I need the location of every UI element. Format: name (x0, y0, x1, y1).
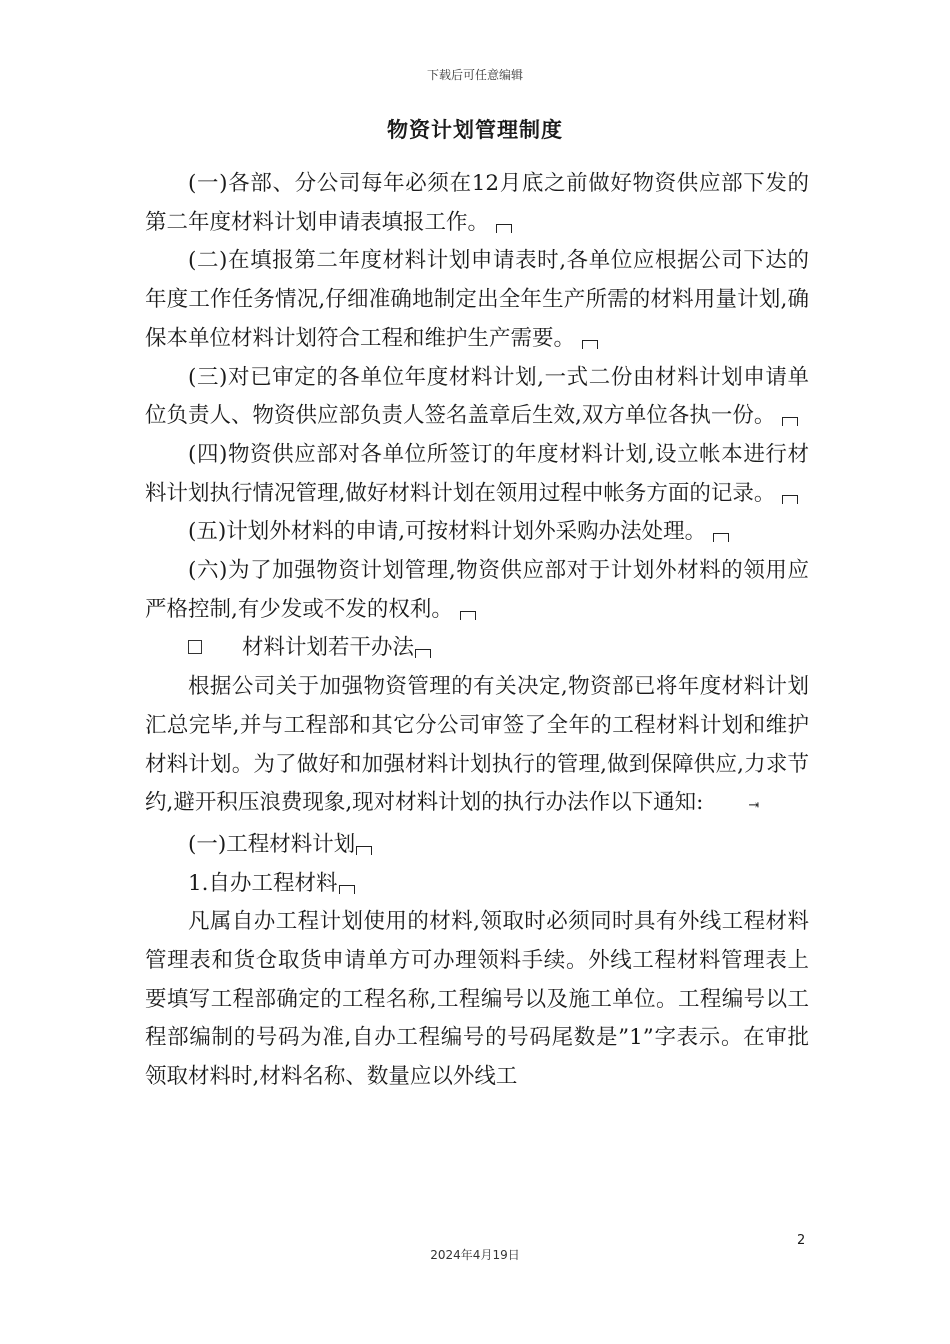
paragraph-mark-icon (415, 649, 431, 658)
paragraph-mark-icon (582, 340, 598, 349)
document-body (145, 165, 809, 1097)
paragraph-6-text: (六)为了加强物资计划管理,物资供应部对于计划外材料的领用应严格控制,有少发或不发的权利。 (145, 558, 809, 622)
header-note: 下载后可任意编辑 (426, 68, 523, 82)
section-heading-text: 材料计划若干办法 (242, 635, 415, 661)
paragraph-3 (145, 359, 809, 436)
document-title: 物资计划管理制度 (387, 118, 563, 142)
paragraph-mark-icon (356, 846, 372, 855)
paragraph-mark-icon (339, 885, 355, 894)
paragraph-1-text: (一)各部、分公司每年必须在12月底之前做好物资供应部下发的第二年度材料计划申请表填报工作。 (145, 171, 809, 235)
paragraph-4-text: (四)物资供应部对各单位所签订的年度材料计划,设立帐本进行材料计划执行情况管理,做好材料计划在领用过程中帐务方面的记录。 (145, 441, 809, 506)
paragraph-7-text: 根据公司关于加强物资管理的有关决定,物资部已将年度材料计划汇总完毕,并与工程部和其它分公司审签了全年的工程材料计划和维护材料计划。为了做好和加强材料计划执行的管理,做到保障供应,力求节约,避开积压浪费现象,现对材料计划的执行办法作以下通知: (145, 674, 809, 816)
footer-date: 2024年4月19日 (430, 1248, 520, 1262)
checkbox-icon (188, 640, 202, 654)
paragraph-8-text: (一)工程材料计划 (188, 831, 356, 857)
paragraph-5 (145, 513, 809, 552)
paragraph-9 (145, 865, 809, 904)
paragraph-2-text: (二)在填报第二年度材料计划申请表时,各单位应根据公司下达的年度工作任务情况,仔细准确地制定出全年生产所需的材料用量计划,确保本单位材料计划符合工程和维护生产需要。 (145, 248, 809, 351)
paragraph-mark-icon (782, 417, 798, 426)
paragraph-4 (145, 436, 809, 513)
paragraph-6 (145, 552, 809, 629)
paragraph-7 (145, 668, 809, 826)
paragraph-mark-icon (460, 611, 476, 620)
line-break-mark-icon: ⇥ (748, 798, 760, 814)
paragraph-mark-icon (496, 224, 512, 233)
paragraph-10 (145, 903, 809, 1097)
paragraph-1 (145, 165, 809, 242)
page-number: 2 (797, 1233, 806, 1248)
paragraph-9-text: 1.自办工程材料 (188, 870, 338, 896)
paragraph-8 (145, 826, 809, 865)
paragraph-mark-icon (713, 533, 729, 542)
paragraph-10-text: 凡属自办工程计划使用的材料,领取时必须同时具有外线工程材料管理表和货仓取货申请单方可办理领料手续。外线工程材料管理表上要填写工程部确定的工程名称,工程编号以及施工单位。工程编号以工程部编制的号码为准,自办工程编号的号码尾数是”1”字表示。在审批领取材料时,材料名称、数量应以外线工 (145, 909, 809, 1090)
paragraph-mark-icon (782, 495, 798, 504)
paragraph-5-text: (五)计划外材料的申请,可按材料计划外采购办法处理。 (188, 519, 707, 545)
section-heading (145, 629, 809, 668)
paragraph-2 (145, 242, 809, 358)
paragraph-3-text: (三)对已审定的各单位年度材料计划,一式二份由材料计划申请单位负责人、物资供应部负责人签名盖章后生效,双方单位各执一份。 (145, 364, 809, 429)
